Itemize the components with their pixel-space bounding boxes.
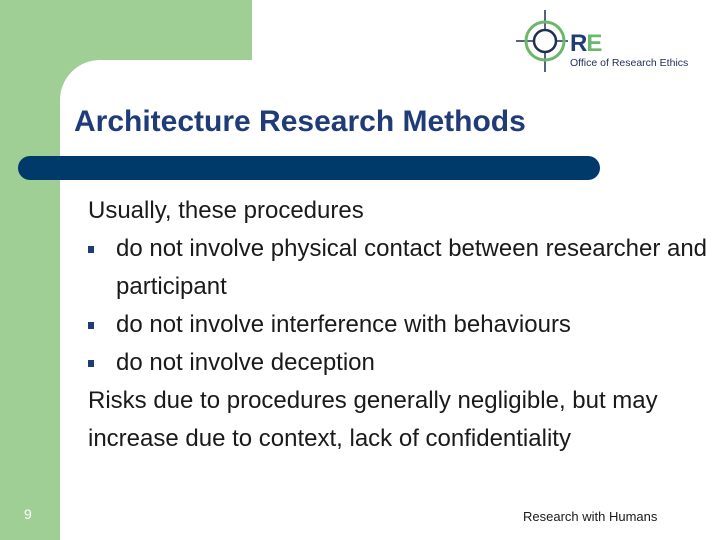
crosshair-icon bbox=[512, 10, 570, 72]
bullet-list bbox=[88, 230, 708, 382]
title-underline-bar bbox=[18, 156, 600, 180]
square-bullet-icon bbox=[88, 322, 94, 329]
logo-subtitle: Office of Research Ethics bbox=[570, 57, 689, 69]
slide-title: Architecture Research Methods bbox=[74, 105, 526, 138]
intro-text: Usually, these procedures bbox=[88, 197, 364, 224]
bullet-item bbox=[88, 344, 708, 382]
slide-body bbox=[88, 192, 708, 458]
square-bullet-icon bbox=[88, 246, 94, 253]
bullet-item bbox=[88, 306, 708, 344]
ore-logo bbox=[512, 10, 689, 72]
bullet-text: do not involve interference with behaviours bbox=[116, 311, 571, 338]
closing-text: Risks due to procedures generally negligible, but may increase due to context, lack of confidentiality bbox=[88, 387, 658, 452]
logo-mark: RE bbox=[570, 30, 602, 57]
footer-label: Research with Humans bbox=[523, 509, 658, 524]
square-bullet-icon bbox=[88, 360, 94, 367]
bullet-item bbox=[88, 230, 708, 306]
bullet-text: do not involve physical contact between researcher and participant bbox=[116, 235, 708, 300]
bullet-text: do not involve deception bbox=[116, 349, 375, 376]
page-number: 9 bbox=[24, 506, 32, 522]
